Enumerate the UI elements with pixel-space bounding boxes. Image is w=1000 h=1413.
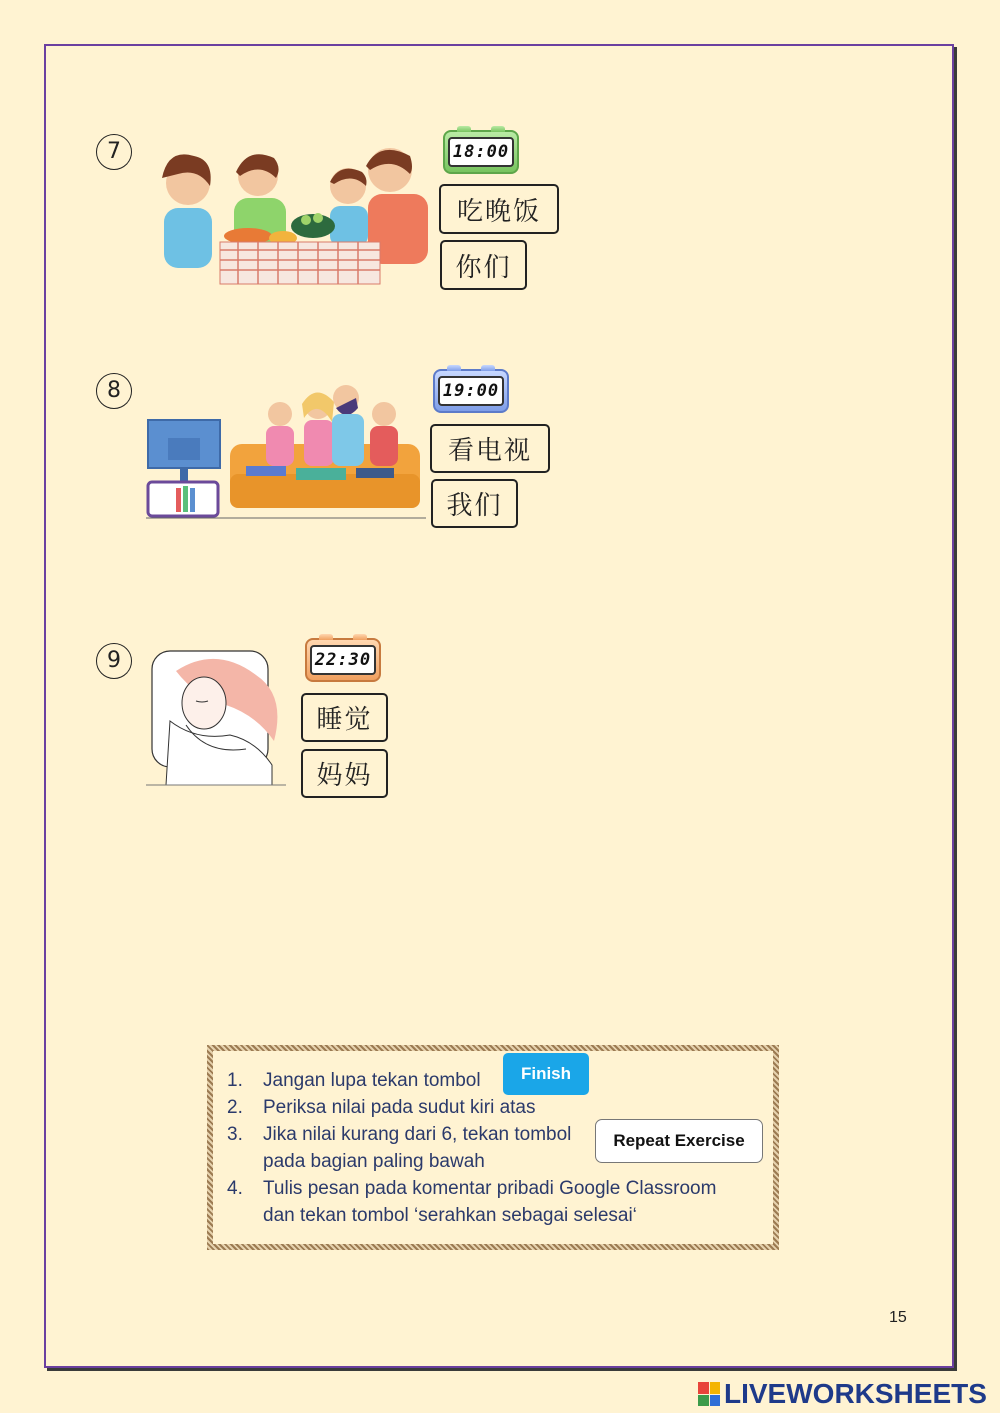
exercise-number-7: 7 xyxy=(96,134,132,170)
brand-name: LIVEWORKSHEETS xyxy=(724,1378,987,1409)
woman-sleeping-illustration xyxy=(146,645,294,791)
instruction-number: 1. xyxy=(227,1070,243,1091)
page-number: 15 xyxy=(889,1309,907,1326)
instruction-item xyxy=(227,1175,716,1229)
subject-word-box[interactable]: 你们 xyxy=(440,240,527,290)
digital-clock-icon xyxy=(305,638,381,682)
subject-word-box[interactable]: 我们 xyxy=(431,479,518,528)
clock-time: 18:00 xyxy=(448,137,514,167)
finish-button[interactable]: Finish xyxy=(503,1053,589,1095)
digital-clock-icon xyxy=(433,369,509,413)
liveworksheets-logo[interactable] xyxy=(698,1378,987,1410)
instruction-item xyxy=(227,1094,716,1121)
exercise-number-9: 9 xyxy=(96,643,132,679)
instruction-text: Periksa nilai pada sudut kiri atas xyxy=(263,1097,536,1118)
digital-clock-icon xyxy=(443,130,519,174)
instruction-text-cont: pada bagian paling bawah xyxy=(263,1151,485,1172)
activity-word-box[interactable]: 看电视 xyxy=(430,424,550,473)
instructions-box xyxy=(207,1045,779,1250)
instruction-number: 2. xyxy=(227,1097,243,1118)
family-watching-tv-illustration xyxy=(146,378,426,520)
instruction-number: 3. xyxy=(227,1124,243,1145)
instruction-item xyxy=(227,1067,716,1094)
subject-word-box[interactable]: 妈妈 xyxy=(301,749,388,798)
activity-word-box[interactable]: 睡觉 xyxy=(301,693,388,742)
family-dinner-illustration xyxy=(148,138,433,286)
instruction-text: Jika nilai kurang dari 6, tekan tombol xyxy=(263,1124,572,1145)
clock-time: 22:30 xyxy=(310,645,376,675)
activity-word-box[interactable]: 吃晚饭 xyxy=(439,184,559,234)
clock-time: 19:00 xyxy=(438,376,504,406)
instruction-text: Jangan lupa tekan tombol xyxy=(263,1070,481,1091)
exercise-number-8: 8 xyxy=(96,373,132,409)
repeat-exercise-button[interactable]: Repeat Exercise xyxy=(595,1119,763,1163)
instruction-number: 4. xyxy=(227,1178,243,1199)
instruction-text: Tulis pesan pada komentar pribadi Google Classroom xyxy=(263,1178,717,1199)
liveworksheets-logo-icon xyxy=(698,1382,720,1406)
instruction-text-cont: dan tekan tombol ‘serahkan sebagai selesai‘ xyxy=(263,1205,637,1226)
